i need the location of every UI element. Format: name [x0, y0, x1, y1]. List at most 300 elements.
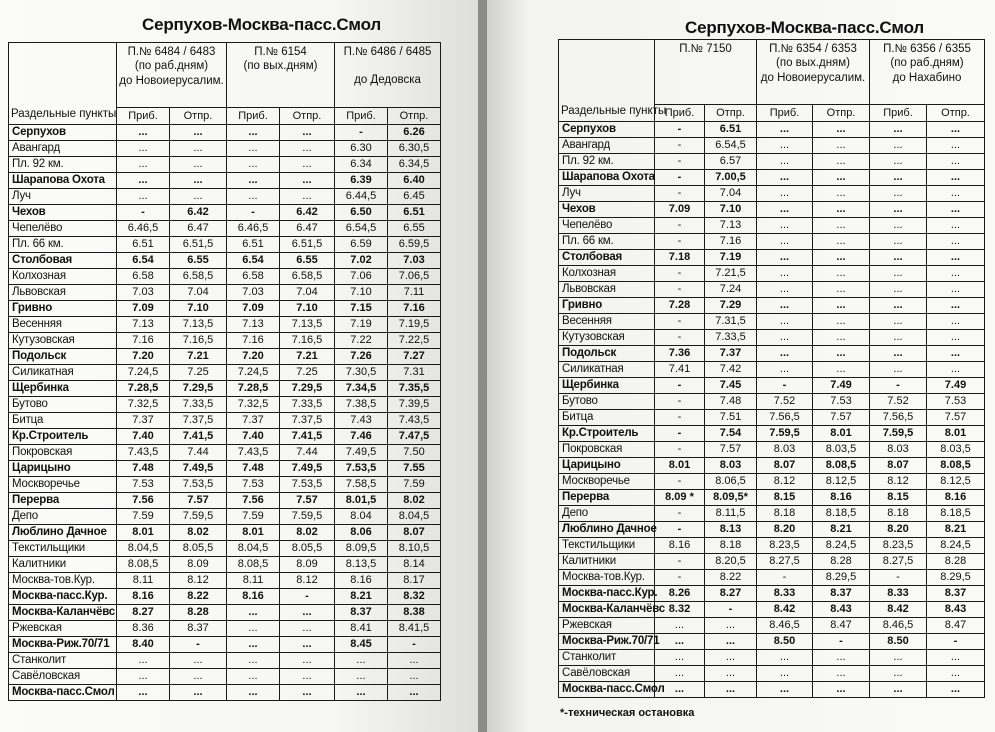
- departure-time: ...: [280, 125, 335, 141]
- arrival-time: 7.58,5: [335, 477, 388, 493]
- departure-time: ...: [813, 154, 870, 170]
- departure-time: ...: [927, 234, 985, 250]
- departure-time: 7.57: [927, 410, 985, 426]
- departure-time: 6.47: [280, 221, 335, 237]
- arrival-time: ...: [655, 682, 705, 698]
- departure-time: 8.18,5: [813, 506, 870, 522]
- arrival-time: 7.37: [117, 413, 170, 429]
- station-name: Покровская: [9, 445, 117, 461]
- arrival-time: -: [655, 282, 705, 298]
- arrival-time: 7.59,5: [870, 426, 927, 442]
- departure-time: ...: [170, 125, 227, 141]
- arrival-time: ...: [870, 218, 927, 234]
- arrival-time: 7.32,5: [227, 397, 280, 413]
- station-name: Весенняя: [9, 317, 117, 333]
- arrival-time: -: [655, 186, 705, 202]
- departure-time: 8.05,5: [170, 541, 227, 557]
- departure-time: ...: [170, 653, 227, 669]
- station-name: Силикатная: [9, 365, 117, 381]
- arrival-time: 8.23,5: [870, 538, 927, 554]
- arrival-time: 7.59: [117, 509, 170, 525]
- departure-time: 7.16,5: [170, 333, 227, 349]
- departure-time: ...: [813, 298, 870, 314]
- arrival-time: 7.53: [227, 477, 280, 493]
- departure-time: ...: [813, 362, 870, 378]
- table-row: [9, 269, 441, 285]
- departure-time: 7.49: [927, 378, 985, 394]
- train-dest: до Новоиерусалим.: [119, 74, 224, 87]
- station-name: Москва-тов.Кур.: [559, 570, 655, 586]
- departure-time: 8.12: [280, 573, 335, 589]
- train-number: П.№ 7150: [679, 43, 732, 55]
- departure-time: 6.42: [170, 205, 227, 221]
- arrival-time: -: [655, 154, 705, 170]
- arrival-time: 8.40: [117, 637, 170, 653]
- departure-time: 8.43: [927, 602, 985, 618]
- table-row: [9, 157, 441, 173]
- arrival-time: 8.04: [335, 509, 388, 525]
- arrival-time: 8.13,5: [335, 557, 388, 573]
- arrival-time: 6.39: [335, 173, 388, 189]
- departure-time: 8.07: [388, 525, 441, 541]
- train-number: П.№ 6354 / 6353: [769, 43, 857, 55]
- train-header-row: [9, 43, 441, 108]
- departure-time: 6.55: [170, 253, 227, 269]
- arrival-time: ...: [870, 650, 927, 666]
- departure-time: 7.49,5: [170, 461, 227, 477]
- departure-time: 6.30,5: [388, 141, 441, 157]
- station-name: Битца: [9, 413, 117, 429]
- arrival-time: 6.51: [117, 237, 170, 253]
- station-name: Луч: [9, 189, 117, 205]
- departure-time: 7.49,5: [280, 461, 335, 477]
- table-row: [559, 314, 985, 330]
- table-row: [559, 154, 985, 170]
- arrival-time: 7.48: [117, 461, 170, 477]
- departure-time: 8.09: [170, 557, 227, 573]
- station-name: Перерва: [9, 493, 117, 509]
- departure-time: 8.10,5: [388, 541, 441, 557]
- arrival-time: 8.33: [757, 586, 813, 602]
- table-row: [559, 426, 985, 442]
- arrival-time: ...: [870, 682, 927, 698]
- arrival-time: 7.15: [335, 301, 388, 317]
- station-name: Колхозная: [9, 269, 117, 285]
- departure-time: -: [388, 637, 441, 653]
- arrival-time: 8.12: [757, 474, 813, 490]
- departure-time: ...: [927, 330, 985, 346]
- station-name: Бутово: [559, 394, 655, 410]
- arrival-time: 8.07: [870, 458, 927, 474]
- right-page: [487, 0, 995, 732]
- arrival-time: -: [655, 138, 705, 154]
- arrival-time: ...: [870, 346, 927, 362]
- station-name: Москворечье: [559, 474, 655, 490]
- departure-time: ...: [813, 202, 870, 218]
- departure-time: 7.49: [813, 378, 870, 394]
- departure-time: ...: [927, 122, 985, 138]
- departure-time: ...: [813, 122, 870, 138]
- arrival-time: -: [870, 570, 927, 586]
- station-name: Авангард: [9, 141, 117, 157]
- train-header: [227, 43, 335, 108]
- departure-time: 8.09,5*: [705, 490, 757, 506]
- departure-time: 8.02: [388, 493, 441, 509]
- arrival-time: ...: [117, 173, 170, 189]
- departure-time: 8.09: [280, 557, 335, 573]
- arrival-time: ...: [870, 314, 927, 330]
- train-header: [870, 40, 985, 105]
- arrival-time: 6.46,5: [117, 221, 170, 237]
- arrival-time: 8.20: [870, 522, 927, 538]
- table-row: [559, 506, 985, 522]
- arrival-time: 7.19: [335, 317, 388, 333]
- arrival-time: ...: [757, 250, 813, 266]
- table-row: [559, 138, 985, 154]
- arrival-time: 8.18: [757, 506, 813, 522]
- station-name: Станколит: [559, 650, 655, 666]
- departure-time: ...: [927, 282, 985, 298]
- departure-time: ...: [813, 682, 870, 698]
- arrival-time: ...: [117, 685, 170, 701]
- arrival-time: -: [655, 554, 705, 570]
- station-name: Кр.Строитель: [559, 426, 655, 442]
- arrival-time: 6.58: [227, 269, 280, 285]
- arrival-time: -: [655, 122, 705, 138]
- station-name: Калитники: [559, 554, 655, 570]
- timetable: [558, 39, 985, 698]
- table-row: [559, 586, 985, 602]
- arrival-time: -: [655, 410, 705, 426]
- arrival-time: 7.16: [117, 333, 170, 349]
- departure-time: 6.54,5: [705, 138, 757, 154]
- departure-time: 7.16: [705, 234, 757, 250]
- arrival-time: 7.24,5: [117, 365, 170, 381]
- arrival-time: ...: [870, 170, 927, 186]
- departure-time: 8.32: [388, 589, 441, 605]
- arrival-time: 8.20: [757, 522, 813, 538]
- arrival-time: 8.46,5: [757, 618, 813, 634]
- arrival-time: -: [655, 266, 705, 282]
- station-name: Чехов: [559, 202, 655, 218]
- arrival-time: -: [655, 506, 705, 522]
- arrival-time: ...: [870, 298, 927, 314]
- arrival-time: 8.23,5: [757, 538, 813, 554]
- arrival-time: ...: [870, 202, 927, 218]
- arrival-time: 8.42: [757, 602, 813, 618]
- departure-time: 7.04: [170, 285, 227, 301]
- arrival-time: 7.10: [335, 285, 388, 301]
- table-row: [559, 122, 985, 138]
- table-row: [559, 618, 985, 634]
- table-row: [559, 474, 985, 490]
- departure-time: 7.37: [705, 346, 757, 362]
- station-name: Пл. 92 км.: [559, 154, 655, 170]
- station-name: Кутузовская: [9, 333, 117, 349]
- departure-header: Отпр.: [280, 108, 335, 125]
- departure-time: 7.57: [813, 410, 870, 426]
- arrival-time: ...: [227, 637, 280, 653]
- table-row: [559, 298, 985, 314]
- arrival-time: 8.01: [227, 525, 280, 541]
- table-row: [559, 170, 985, 186]
- arrival-time: 8.45: [335, 637, 388, 653]
- departure-time: 7.24: [705, 282, 757, 298]
- train-header: [655, 40, 757, 105]
- departure-time: ...: [280, 621, 335, 637]
- station-name: Подольск: [559, 346, 655, 362]
- departure-time: 7.13,5: [280, 317, 335, 333]
- departure-time: 8.06,5: [705, 474, 757, 490]
- arrival-time: 8.01,5: [335, 493, 388, 509]
- arrival-time: 8.37: [335, 605, 388, 621]
- departure-time: 7.57: [280, 493, 335, 509]
- station-name: Колхозная: [559, 266, 655, 282]
- station-name: Львовская: [559, 282, 655, 298]
- arrival-time: ...: [757, 234, 813, 250]
- departure-time: ...: [813, 314, 870, 330]
- arrival-time: 7.53,5: [335, 461, 388, 477]
- arrival-time: 8.41: [335, 621, 388, 637]
- departure-time: 8.43: [813, 602, 870, 618]
- departure-time: 7.35,5: [388, 381, 441, 397]
- departure-time: 7.44: [170, 445, 227, 461]
- arrival-time: ...: [757, 682, 813, 698]
- arrival-time: 7.52: [757, 394, 813, 410]
- arrival-time: 7.56,5: [870, 410, 927, 426]
- arrival-time: 8.32: [655, 602, 705, 618]
- table-row: [9, 285, 441, 301]
- table-row: [9, 301, 441, 317]
- departure-time: ...: [280, 173, 335, 189]
- departure-time: 6.51,5: [170, 237, 227, 253]
- departure-time: 8.28: [170, 605, 227, 621]
- arrival-time: 8.08,5: [117, 557, 170, 573]
- departure-time: 7.59: [388, 477, 441, 493]
- arrival-time: 7.56,5: [757, 410, 813, 426]
- arrival-time: 8.08,5: [227, 557, 280, 573]
- departure-time: 8.13: [705, 522, 757, 538]
- arrival-time: 8.33: [870, 586, 927, 602]
- arrival-time: 8.09,5: [335, 541, 388, 557]
- departure-header: Отпр.: [170, 108, 227, 125]
- departure-time: ...: [280, 189, 335, 205]
- departure-time: ...: [927, 362, 985, 378]
- departure-time: ...: [280, 653, 335, 669]
- table-row: [9, 525, 441, 541]
- arrival-time: 7.40: [227, 429, 280, 445]
- arrival-time: -: [335, 125, 388, 141]
- station-name: Чепелёво: [559, 218, 655, 234]
- arrival-time: 6.44,5: [335, 189, 388, 205]
- table-row: [559, 650, 985, 666]
- arrival-time: 7.13: [117, 317, 170, 333]
- departure-time: 7.29,5: [170, 381, 227, 397]
- arrival-header: Приб.: [335, 108, 388, 125]
- departure-time: 8.08,5: [813, 458, 870, 474]
- arrival-time: 8.16: [655, 538, 705, 554]
- departure-time: 8.38: [388, 605, 441, 621]
- station-name: Москва-тов.Кур.: [9, 573, 117, 589]
- arrival-time: 8.07: [757, 458, 813, 474]
- departure-time: 7.41,5: [280, 429, 335, 445]
- arrival-time: -: [117, 205, 170, 221]
- table-row: [559, 666, 985, 682]
- departure-time: 7.11: [388, 285, 441, 301]
- station-name: Москва-пасс.Кур.: [559, 586, 655, 602]
- table-row: [559, 522, 985, 538]
- station-name: Станколит: [9, 653, 117, 669]
- table-row: [9, 317, 441, 333]
- table-row: [559, 410, 985, 426]
- departure-time: ...: [813, 138, 870, 154]
- departure-time: 7.41,5: [170, 429, 227, 445]
- departure-time: 8.28: [813, 554, 870, 570]
- station-name: Депо: [559, 506, 655, 522]
- station-name: Весенняя: [559, 314, 655, 330]
- arrival-time: 7.18: [655, 250, 705, 266]
- departure-time: ...: [280, 157, 335, 173]
- train-days: (по вых.дням): [776, 57, 851, 70]
- departure-time: 7.27: [388, 349, 441, 365]
- table-row: [559, 250, 985, 266]
- arrival-time: ...: [870, 122, 927, 138]
- departure-time: ...: [813, 346, 870, 362]
- departure-time: 7.33,5: [170, 397, 227, 413]
- departure-time: 7.33,5: [705, 330, 757, 346]
- table-row: [9, 173, 441, 189]
- departure-time: ...: [705, 634, 757, 650]
- table-row: [9, 141, 441, 157]
- departure-time: 8.22: [170, 589, 227, 605]
- station-name: Бутово: [9, 397, 117, 413]
- arrival-time: 7.09: [227, 301, 280, 317]
- table-row: [9, 637, 441, 653]
- arrival-time: -: [870, 378, 927, 394]
- arrival-time: ...: [870, 154, 927, 170]
- departure-time: ...: [280, 669, 335, 685]
- arrival-time: 8.11: [227, 573, 280, 589]
- departure-time: ...: [927, 298, 985, 314]
- train-number: П.№ 6154: [254, 46, 307, 58]
- departure-time: 7.21: [170, 349, 227, 365]
- arrival-header: Приб.: [227, 108, 280, 125]
- arrival-time: 8.15: [757, 490, 813, 506]
- departure-time: 7.57: [170, 493, 227, 509]
- arrival-time: ...: [757, 186, 813, 202]
- departure-time: ...: [813, 186, 870, 202]
- departure-time: 8.14: [388, 557, 441, 573]
- station-name: Царицыно: [559, 458, 655, 474]
- departure-time: ...: [280, 685, 335, 701]
- departure-time: 8.17: [388, 573, 441, 589]
- arrival-time: -: [655, 218, 705, 234]
- arrival-time: 8.12: [870, 474, 927, 490]
- station-name: Подольск: [9, 349, 117, 365]
- departure-time: ...: [927, 314, 985, 330]
- departure-time: ...: [813, 330, 870, 346]
- arrival-time: 8.27,5: [757, 554, 813, 570]
- station-name: Люблино Дачное: [559, 522, 655, 538]
- station-name: Москва-Каланчёвс: [9, 605, 117, 621]
- departure-time: 7.03: [388, 253, 441, 269]
- departure-header: Отпр.: [927, 105, 985, 122]
- arrival-time: 6.34: [335, 157, 388, 173]
- departure-time: 7.37,5: [280, 413, 335, 429]
- arrival-time: ...: [757, 330, 813, 346]
- departure-time: 8.24,5: [927, 538, 985, 554]
- arrival-time: ...: [870, 250, 927, 266]
- station-name: Кутузовская: [559, 330, 655, 346]
- departure-time: 8.18: [705, 538, 757, 554]
- station-name: Кр.Строитель: [9, 429, 117, 445]
- arrival-time: 7.03: [117, 285, 170, 301]
- departure-time: 8.29,5: [927, 570, 985, 586]
- departure-time: ...: [705, 666, 757, 682]
- departure-time: 8.05,5: [280, 541, 335, 557]
- departure-time: ...: [280, 637, 335, 653]
- arrival-time: 7.37: [227, 413, 280, 429]
- arrival-time: ...: [655, 650, 705, 666]
- arrival-time: ...: [757, 314, 813, 330]
- book-gutter: [478, 0, 487, 732]
- arrival-time: ...: [870, 282, 927, 298]
- table-row: [559, 266, 985, 282]
- arrival-time: 7.13: [227, 317, 280, 333]
- departure-time: 8.02: [280, 525, 335, 541]
- left-page: [0, 0, 478, 732]
- arrival-time: ...: [757, 266, 813, 282]
- departure-time: 7.29,5: [280, 381, 335, 397]
- station-name: Пл. 66 км.: [9, 237, 117, 253]
- departure-time: 7.16: [388, 301, 441, 317]
- departure-time: 6.51,5: [280, 237, 335, 253]
- arrival-time: ...: [655, 634, 705, 650]
- arrival-time: ...: [757, 346, 813, 362]
- arrival-time: ...: [757, 282, 813, 298]
- departure-time: 7.19: [705, 250, 757, 266]
- departure-time: ...: [927, 666, 985, 682]
- table-row: [9, 589, 441, 605]
- table-row: [559, 202, 985, 218]
- station-name: Москва-Риж.70/71: [559, 634, 655, 650]
- departure-time: ...: [170, 669, 227, 685]
- station-name: Гривно: [9, 301, 117, 317]
- departure-time: 8.03,5: [813, 442, 870, 458]
- departure-time: 8.04,5: [388, 509, 441, 525]
- train-dest: до Новоиерусалим.: [760, 71, 866, 84]
- arrival-time: ...: [757, 298, 813, 314]
- arrival-time: 8.03: [870, 442, 927, 458]
- arrival-time: ...: [757, 138, 813, 154]
- arrival-time: ...: [117, 189, 170, 205]
- arrival-time: ...: [655, 666, 705, 682]
- arrival-time: ...: [757, 362, 813, 378]
- arrival-time: 7.20: [227, 349, 280, 365]
- departure-time: 8.47: [927, 618, 985, 634]
- arrival-time: ...: [757, 218, 813, 234]
- arrival-time: 8.46,5: [870, 618, 927, 634]
- station-name: Текстильщики: [9, 541, 117, 557]
- departure-time: 7.10: [705, 202, 757, 218]
- departure-time: 7.10: [170, 301, 227, 317]
- table-row: [559, 218, 985, 234]
- departure-header: Отпр.: [388, 108, 441, 125]
- arrival-time: 8.42: [870, 602, 927, 618]
- table-row: [9, 205, 441, 221]
- arrival-time: 7.06: [335, 269, 388, 285]
- table-row: [559, 634, 985, 650]
